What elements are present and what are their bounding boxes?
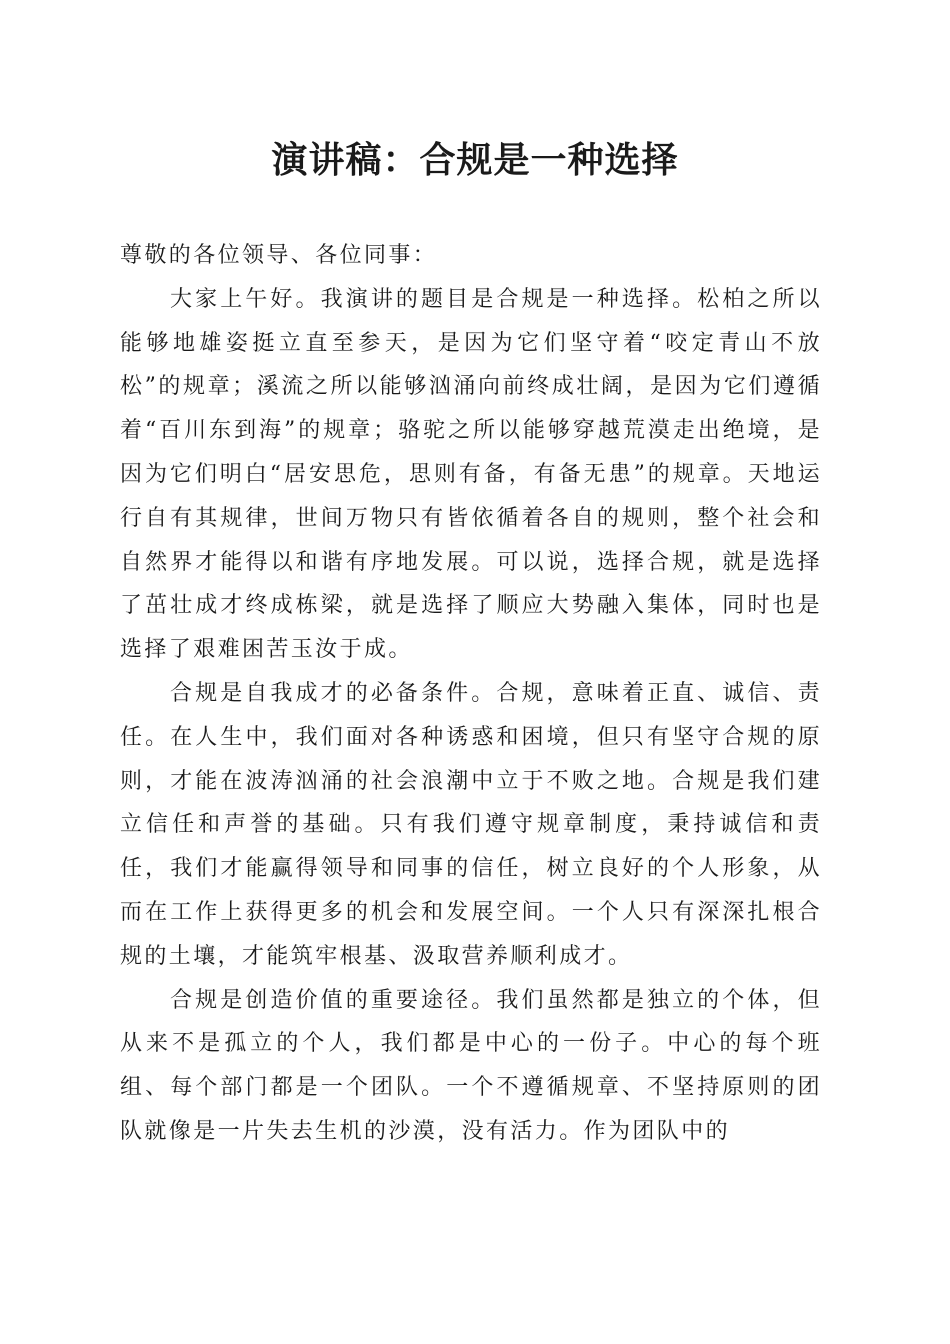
paragraph-1: 大家上午好。我演讲的题目是合规是一种选择。松柏之所以能够地雄姿挺立直至参天，是因为它们坚守着“咬定青山不放松”的规章；溪流之所以能够汹涌向前终成壮阔，是因为它们遵循着“百川东到海”的规章；骆驼之所以能够穿越荒漠走出绝境，是因为它们明白“居安思危，思则有备，有备无患”的规章。天地运行自有其规律，世间万物只有皆依循着各自的规则，整个社会和自然界才能得以和谐有序地发展。可以说，选择合规，就是选择了茁壮成才终成栋梁，就是选择了顺应大势融入集体，同时也是选择了艰难困苦玉汝于成。 (120, 286, 822, 663)
paragraph-2: 合规是自我成才的必备条件。合规，意味着正直、诚信、责任。在人生中，我们面对各种诱惑和困境，但只有坚守合规的原则，才能在波涛汹涌的社会浪潮中立于不败之地。合规是我们建立信任和声誉的基础。只有我们遵守规章制度，秉持诚信和责任，我们才能赢得领导和同事的信任，树立良好的个人形象，从而在工作上获得更多的机会和发展空间。一个人只有深深扎根合规的土壤，才能筑牢根基、汲取营养顺利成才。 (120, 680, 822, 969)
salutation: 尊敬的各位领导、各位同事： (120, 243, 438, 268)
paragraph-3: 合规是创造价值的重要途径。我们虽然都是独立的个体，但从来不是孤立的个人，我们都是中心的一份子。中心的每个班组、每个部门都是一个团队。一个不遵循规章、不坚持原则的团队就像是一片失去生机的沙漠，没有活力。作为团队中的 (120, 987, 822, 1144)
document-title: 演讲稿：合规是一种选择 (271, 139, 679, 181)
document-body (120, 234, 822, 1154)
